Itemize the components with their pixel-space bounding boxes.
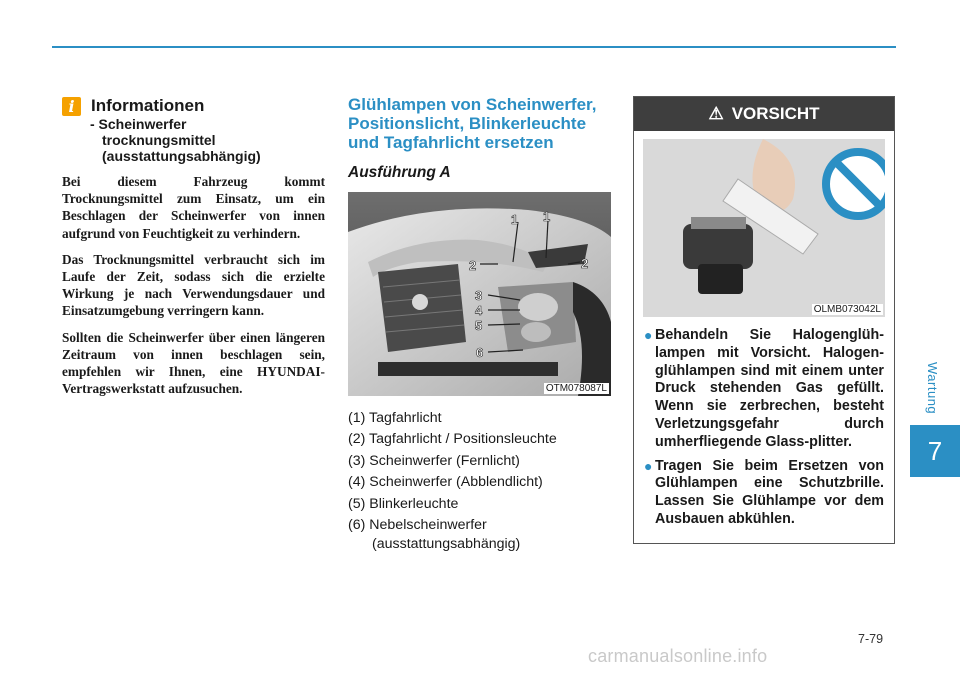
photo-code: OTM078087L [545,383,607,394]
bullet-dot-icon: ● [644,457,653,474]
legend-item: (4) Scheinwerfer (Abblendlicht) [348,474,543,491]
top-rule [52,46,896,48]
section-title-line2: Positionslicht, Blinkerleuchte [348,114,587,133]
callout-4: 4 [475,303,483,318]
info-paragraph-2: Das Trocknungsmittel verbraucht sich im Laufe der Zeit, sodass sich die erzielte Wirkung je nach Verwendungsdauer und Einsatzumgebung verringern kann. [62,251,325,319]
section-title-line3: und Tagfahrlicht ersetzen [348,133,554,152]
info-paragraph-1: Bei diesem Fahrzeug kommt Trocknungsmittel zum Einsatz, um ein Beschlagen der Scheinwerfer von innen aufgrund von Feuchtigkeit zu verhindern. [62,174,325,241]
legend-item: (2) Tagfahrlicht / Positionsleuchte [348,431,557,448]
info-column [62,96,325,397]
info-subtitle-line2: trocknungsmittel [102,132,216,148]
callout-1b: 1 [543,209,551,224]
section-subtitle: Ausführung A [348,164,451,181]
bullet-dot-icon: ● [644,327,653,343]
callout-5: 5 [475,318,483,333]
caution-item [644,327,884,452]
callout-1a: 1 [511,212,519,227]
caution-item [644,458,884,529]
bulb-section [348,95,612,552]
caution-box [633,96,895,544]
page-number: 7-79 [858,632,884,646]
chapter-tab-label: Wartung [925,362,940,415]
bulb-photo [643,139,885,317]
bulb-illustration [643,139,885,317]
chapter-tab-number: 7 [910,425,960,477]
warning-triangle-icon: ⚠ [708,104,724,123]
info-subtitle [90,116,325,164]
headlight-illustration [348,192,611,396]
caution-list [644,327,884,529]
callout-6: 6 [476,345,484,360]
headlight-photo [348,192,611,396]
info-heading [62,96,325,116]
bulb-legend [348,408,612,552]
caution-item-text: Tragen Sie beim Ersetzen von Glühlampen eine Schutzbrille. Lassen Sie Glühlampe vor dem Ausbauen abkühlen. [655,457,884,527]
legend-item: (3) Scheinwerfer (Fernlicht) [348,452,520,469]
info-subtitle-line3: (ausstattungsabhängig) [102,148,261,164]
bulb-photo-code: OLMB073042L [813,304,881,315]
caution-item-text: Behandeln Sie Halogenglüh-lampen mit Vorsicht. Halogen-glühlampen sind mit einem unter Druck stehenden Gas gefüllt. Wenn sie zerbrechen, besteht Verletzungsgefahr durch umherfliegende Glass-plitter. [655,327,884,450]
legend-item: (1) Tagfahrlicht [348,410,442,426]
legend-item: (6) Nebelscheinwerfer [348,517,487,534]
legend-item-continuation: (ausstattungsabhängig) [372,536,521,553]
caution-header [634,97,894,131]
info-icon: i [62,97,81,116]
watermark: carmanualsonline.info [588,646,768,666]
info-subtitle-line1: - Scheinwerfer [90,116,187,132]
section-title-line1: Glühlampen von Scheinwerfer, [348,95,597,114]
callout-3: 3 [475,288,483,303]
caution-title: VORSICHT [731,104,820,123]
section-title [348,95,612,152]
info-title: Informationen [91,96,205,115]
legend-item: (5) Blinkerleuchte [348,495,459,512]
callout-2b: 2 [581,256,589,271]
callout-2a: 2 [469,258,477,273]
info-paragraph-3: Sollten die Scheinwerfer über einen längeren Zeitraum von innen beschlagen sein, empfehlen wir Ihnen, eine HYUNDAI-Vertragswerkstatt aufzusuchen. [62,329,325,397]
